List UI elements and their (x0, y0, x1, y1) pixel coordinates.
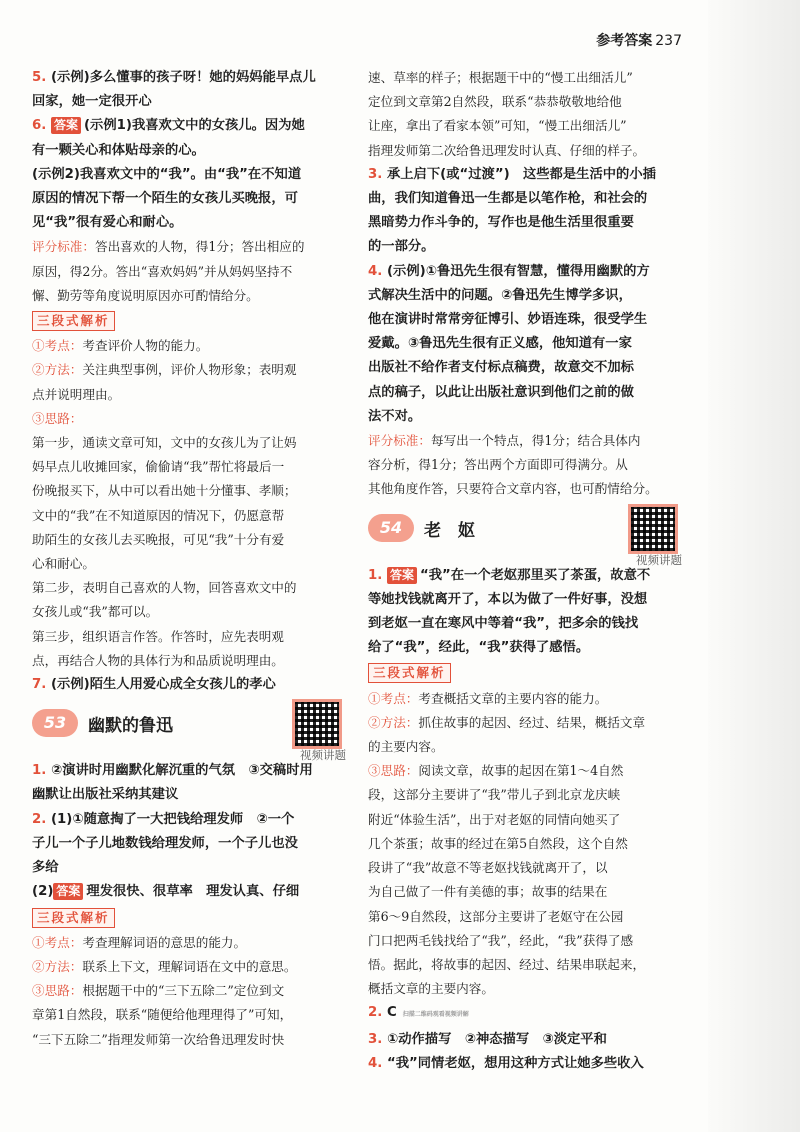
s2-analysis-tag-row (32, 905, 362, 931)
q5-line-1: 5. (示例)多么懂事的孩子呀！她的妈妈能早点儿 (32, 70, 316, 85)
q4-score-2: 容分析，得1分；答出两个方面即可得满分。从 (368, 457, 628, 473)
a1-line-3: 到老妪一直在寒风中等着“我”，把多余的钱找 (368, 616, 639, 632)
page-number: 237 (655, 33, 682, 49)
q6-silu-label: ③思路： (32, 410, 83, 426)
q6-step-2: 妈早点儿收摊回家，偷偷请“我”帮忙将最后一 (32, 459, 285, 475)
q4-line-2: 式解决生活中的问题。②鲁迅先生博学多识， (368, 287, 632, 303)
s2-fangfa: ②方法：联系上下文，理解词语在文中的意思。 (32, 958, 297, 974)
q6-fangfa-2: 点并说明理由。 (32, 386, 121, 402)
a1-fangfa-2: 的主要内容。 (368, 739, 444, 755)
a1-silu-3: 附近“体验生活”，出于对老妪的同情向她买了 (368, 811, 621, 827)
q6-step-4: 文中的“我”在不知道原因的情况下，仍愿意帮 (32, 507, 285, 523)
s1-line-1: 1. ②演讲时用幽默化解沉重的气氛 ③交稿时用 (32, 763, 313, 779)
q6-score-3: 懈、勤劳等角度说明原因亦可酌情给分。 (32, 287, 259, 303)
q6-line-1: 6. 答案 (示例1)我喜欢文中的女孩儿。因为她 (32, 118, 305, 134)
section-53-header (32, 703, 362, 763)
qr-code-icon[interactable] (628, 504, 678, 554)
a1-line-1: 1. 答案 “我”在一个老妪那里买了茶蛋，故意不 (368, 567, 651, 583)
a2-footnote: 扫描二维码观看视频讲解 (402, 1011, 469, 1019)
q3-line-2: 曲，我们知道鲁迅一生都是以笔作枪，和社会的 (368, 191, 648, 207)
section-54-header (368, 508, 698, 567)
q4-score-3: 其他角度作答，只要符合文章内容，也可酌情给分。 (368, 481, 658, 497)
q6-line-3: (示例2)我喜欢文中的“我”。由“我”在不知道 (32, 166, 302, 182)
s2-silu-1: ③思路：根据题干中的“三下五除二”定位到文 (32, 983, 285, 999)
a1-silu-1: ③思路：阅读文章，故事的起因在第1～4自然 (368, 763, 624, 779)
q6-step-8: 女孩儿或“我”都可以。 (32, 604, 159, 620)
q4-line-7: 法不对。 (368, 408, 422, 424)
page-header (596, 30, 682, 50)
a1-silu-2: 段，这部分主要讲了“我”带儿子到北京龙庆峡 (368, 787, 621, 803)
a1-silu-8: 门口把两毛钱找给了“我”，经此，“我”获得了感 (368, 932, 634, 948)
a1-silu-6: 为自己做了一件有美德的事；故事的结果在 (368, 884, 608, 900)
q6-score-1: 评分标准：答出喜欢的人物，得1分；答出相应的 (32, 239, 305, 255)
answer-tag: 答案 (387, 567, 417, 584)
section-54-badge: 54 (368, 514, 414, 542)
a1-line-2: 等她找钱就离开了，本以为做了一件好事，没想 (368, 591, 648, 607)
q3-line-1: 3. 承上启下(或“过渡”) 这些都是生活中的小插 (368, 166, 656, 182)
section-53-badge: 53 (32, 709, 78, 737)
q4-line-1: 4. (示例)①鲁迅先生很有智慧，懂得用幽默的方 (368, 263, 650, 279)
q6-score-2: 原因，得2分。答出“喜欢妈妈”并从妈妈坚持不 (32, 263, 293, 279)
cont-line-1: 速、草率的样子；根据题干中的“慢工出细活儿” (368, 70, 633, 85)
s2-line-1: 2. (1)①随意掏了一大把钱给理发师 ②一个 (32, 811, 295, 827)
a1-fangfa-1: ②方法：抓住故事的起因、经过、结果，概括文章 (368, 714, 646, 730)
analysis-tag: 三段式解析 (32, 311, 115, 331)
answer-tag: 答案 (53, 883, 83, 900)
q6-step-10: 点，再结合人物的具体行为和品质说明理由。 (32, 652, 284, 668)
s2-line-3: 多给 (32, 860, 59, 876)
q6-analysis-tag-row (32, 308, 362, 334)
q6-step-1: 第一步，通读文章可知，文中的女孩儿为了让妈 (32, 435, 297, 451)
header-label: 参考答案 (596, 33, 653, 49)
q4-line-4: 爱戴。③鲁迅先生很有正义感，他知道有一家 (368, 336, 632, 352)
s2-part2: (2) 答案 理发很快、很草率 理发认真、仔细 (32, 884, 300, 900)
s1-line-2: 幽默让出版社采纳其建议 (32, 787, 179, 803)
q6-step-6: 心和耐心。 (32, 556, 95, 572)
a1-silu-10: 概括文章的主要内容。 (368, 981, 494, 997)
q4-score-1: 评分标准：每写出一个特点，得1分；结合具体内 (368, 433, 641, 449)
q5-line-2: 回家，她一定很开心 (32, 94, 152, 110)
q3-line-4: 的一部分。 (368, 239, 435, 255)
q7-line: 7. (示例)陌生人用爱心成全女孩儿的孝心 (32, 677, 276, 693)
q6-line-5: 见“我”很有爱心和耐心。 (32, 215, 183, 231)
a4-line: 4. “我”同情老妪，想用这种方式让她多些收入 (368, 1055, 644, 1071)
cont-line-3: 让座，拿出了看家本领”可知，“慢工出细活儿” (368, 118, 627, 134)
s2-kaodian: ①考点：考查理解词语的意思的能力。 (32, 934, 247, 950)
s2-silu-2: 章第1自然段，联系“随便给他理理得了”可知， (32, 1007, 293, 1023)
analysis-tag: 三段式解析 (32, 908, 115, 928)
q6-step-9: 第三步，组织语言作答。作答时，应先表明观 (32, 628, 284, 644)
a1-silu-9: 悟。据此，将故事的起因、经过、结果串联起来， (368, 956, 646, 972)
section-53-title: 幽默的鲁迅 (88, 716, 173, 737)
cont-line-4: 指理发师第二次给鲁迅理发时认真、仔细的样子。 (368, 142, 646, 158)
a1-analysis-tag-row (368, 660, 698, 686)
q6-line-2: 有一颗关心和体贴母亲的心。 (32, 142, 205, 158)
a1-kaodian: ①考点：考查概括文章的主要内容的能力。 (368, 690, 608, 706)
a1-silu-7: 第6～9自然段，这部分主要讲了老妪守在公园 (368, 908, 624, 924)
a1-line-4: 给了“我”，经此，“我”获得了感悟。 (368, 640, 590, 656)
qr-code-icon[interactable] (292, 699, 342, 749)
q3-line-3: 黑暗势力作斗争的，写作也是他生活里很重要 (368, 215, 634, 231)
page-edge-shadow (708, 0, 800, 1132)
q6-line-4: 原因的情况下帮一个陌生的女孩儿买晚报，可 (32, 191, 298, 207)
q6-fangfa-1: ②方法：关注典型事例，评价人物形象；表明观 (32, 362, 297, 378)
q6-step-3: 份晚报买下，从中可以看出她十分懂事、孝顺； (32, 483, 297, 499)
left-column (32, 66, 362, 1052)
analysis-tag: 三段式解析 (368, 663, 451, 683)
q6-step-7: 第二步，表明自己喜欢的人物，回答喜欢文中的 (32, 580, 297, 596)
a1-silu-4: 几个茶蛋；故事的经过在第5自然段，这个自然 (368, 835, 628, 851)
answer-tag: 答案 (51, 117, 81, 134)
qr-label: 视频讲题 (300, 748, 346, 763)
q6-kaodian: ①考点：考查评价人物的能力。 (32, 338, 209, 354)
s2-silu-3: “三下五除二”指理发师第一次给鲁迅理发时快 (32, 1031, 285, 1047)
a1-silu-5: 段讲了“我”故意不等老妪找钱就离开了，以 (368, 860, 608, 876)
q4-line-3: 他在演讲时常常旁征博引、妙语连珠，很受学生 (368, 312, 648, 328)
a3-line: 3. ①动作描写 ②神态描写 ③淡定平和 (368, 1031, 607, 1047)
a2-line: 2. C 扫描二维码观看视频讲解 (368, 1005, 469, 1021)
section-54-title: 老 妪 (424, 520, 475, 541)
q4-line-5: 出版社不给作者支付标点稿费，故意交不加标 (368, 360, 634, 376)
right-column (368, 66, 698, 1076)
s2-line-2: 子儿一个子儿地数钱给理发师，一个子儿也没 (32, 835, 298, 851)
qr-label: 视频讲题 (636, 552, 682, 567)
q4-line-6: 点的稿子，以此让出版社意识到他们之前的做 (368, 384, 634, 400)
q6-step-5: 助陌生的女孩儿去买晚报，可见“我”十分有爱 (32, 531, 285, 547)
cont-line-2: 定位到文章第2自然段，联系“恭恭敬敬地给他 (368, 94, 622, 110)
